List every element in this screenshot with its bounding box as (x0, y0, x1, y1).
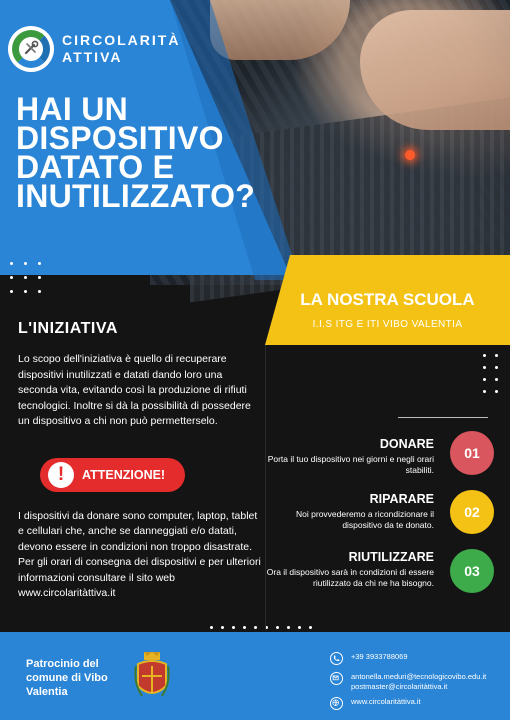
school-banner-subtitle: I.I.S ITG E ITI VIBO VALENTIA (312, 319, 463, 330)
initiative-details (18, 509, 263, 601)
contact-phone (330, 652, 408, 665)
step-desc-donare: Porta il tuo dispositivo nei giorni e negli orari stabiliti. (267, 454, 434, 475)
brand-line-1: CIRCOLARITÀ (62, 32, 181, 48)
headline-line: DATATO E (16, 149, 175, 185)
soldering-spark (405, 150, 415, 160)
phone-number[interactable]: +39 3933788069 (351, 652, 408, 661)
attention-badge (40, 458, 185, 492)
step-title-donare: DONARE (379, 437, 434, 451)
step-number-badge: 01 (450, 431, 494, 475)
email-icon (330, 672, 343, 685)
initiative-intro: Lo scopo dell'iniziativa è quello di recuperare dispositivi inutilizzati e datati dando loro una seconda vita, evitando così la produzione di rifiuti tecnologici. Inoltre si dà la possibilità di possedere un dispositivo a chi non può permetterselo. (18, 353, 251, 428)
headline-line: HAI UN (16, 91, 129, 127)
step-number-badge: 02 (450, 490, 494, 534)
brand-logo (8, 26, 180, 72)
attention-label: ATTENZIONE! (82, 468, 166, 482)
details-paragraph: Per gli orari di consegna dei dispositivi e per ulteriori informazioni consultare il sito web www.circolaritàttiva.it (18, 556, 261, 600)
headline-line: DISPOSITIVO (16, 120, 224, 156)
initiative-title: L'INIZIATIVA (18, 320, 118, 337)
brand-line-2: ATTIVA (62, 49, 123, 65)
website-link[interactable]: www.circolaritàttiva.it (351, 697, 421, 706)
step-number-badge: 03 (450, 549, 494, 593)
headline-line: INUTILIZZATO? (16, 178, 256, 214)
section-divider (398, 417, 488, 418)
globe-icon (330, 697, 343, 710)
email-address[interactable]: antonella.meduri@tecnologicovibo.edu.it (351, 672, 487, 681)
email-list (351, 672, 486, 692)
step-title-riutilizzare: RIUTILIZZARE (348, 550, 434, 564)
contact-email (330, 672, 486, 692)
hand-image (360, 10, 510, 130)
step-desc-riparare: Noi provvederemo a ricondizionare il dispositivo da te donato. (296, 509, 434, 530)
email-address[interactable]: postmaster@circolaritàttiva.it (351, 682, 448, 691)
headline (16, 91, 301, 214)
recycle-logo-icon (8, 26, 54, 72)
brand-name (62, 32, 180, 66)
hand-image (210, 0, 350, 60)
step-title-riparare: RIPARARE (369, 492, 434, 506)
school-banner-title: LA NOSTRA SCUOLA (300, 290, 475, 309)
step-desc-riutilizzare: Ora il dispositivo sarà in condizioni di essere riutilizzato da chi ne ha bisogno. (266, 567, 434, 588)
details-paragraph: I dispositivi da donare sono computer, laptop, tablet e cellulari che, anche se danneggiati e/o datati, devono essere in condizioni non troppo disastrate. (18, 510, 258, 553)
patronage-text: Patrocinio del comune di Vibo Valentia (26, 658, 108, 698)
municipal-crest-icon (134, 652, 170, 704)
exclamation-icon: ! (48, 462, 74, 488)
contact-website (330, 697, 421, 710)
phone-icon (330, 652, 343, 665)
